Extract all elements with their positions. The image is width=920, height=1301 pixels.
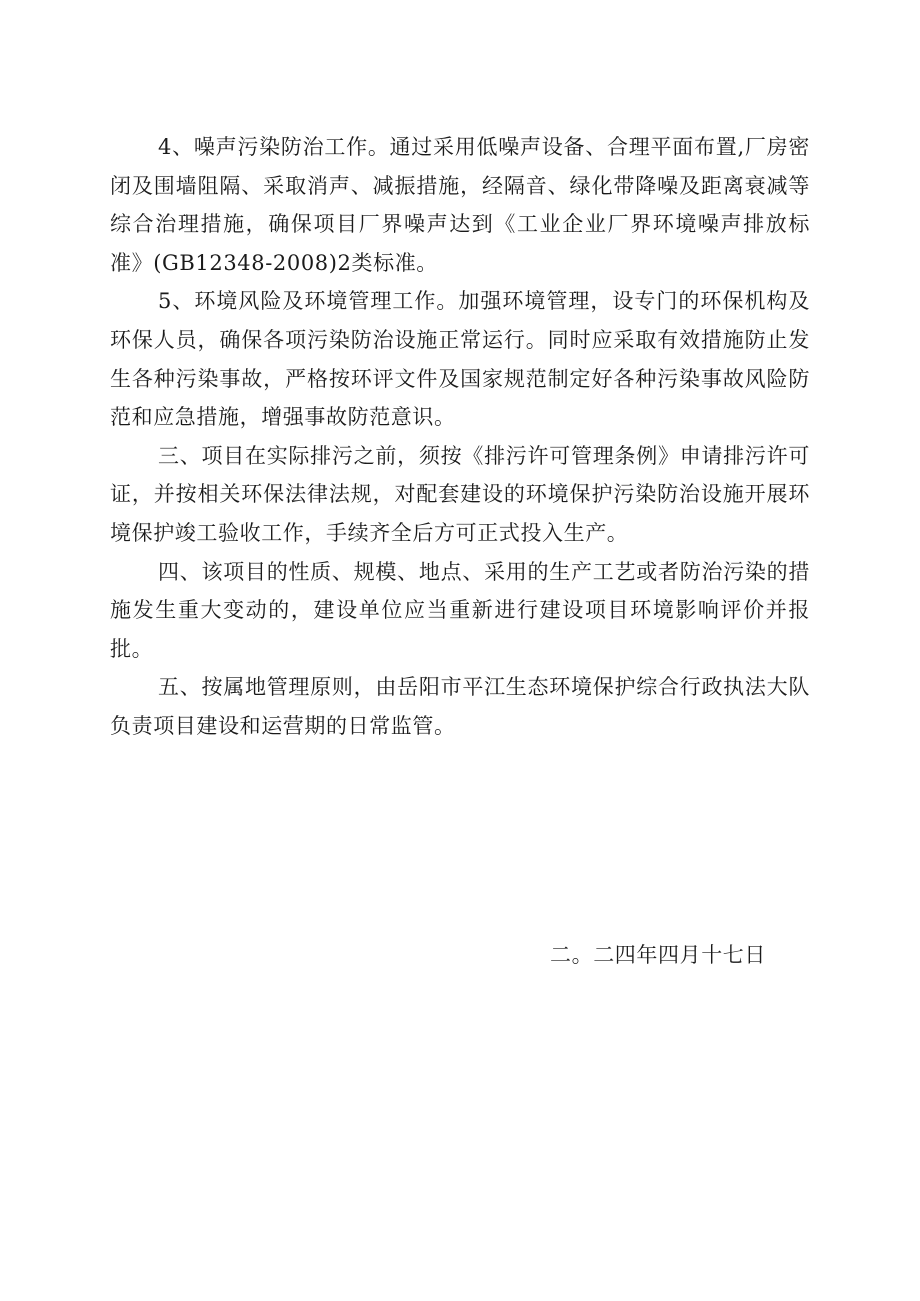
paragraph-discharge-permit: 三、项目在实际排污之前，须按《排污许可管理条例》申请排污许可证，并按相关环保法律法规，对配套建设的环境保护污染防治设施开展环境保护竣工验收工作，手续齐全后方可正式投入生产。 [110, 443, 810, 545]
paragraph-environmental-risk: 5、环境风险及环境管理工作。加强环境管理，设专门的环保机构及环保人员，确保各项污染防治设施正常运行。同时应采取有效措施防止发生各种污染事故，严格按环评文件及国家规范制定好各种污染事故风险防范和应急措施，增强事故防范意识。 [110, 289, 810, 430]
document-body [110, 128, 810, 746]
paragraph-major-changes: 四、该项目的性质、规模、地点、采用的生产工艺或者防治污染的措施发生重大变动的，建设单位应当重新进行建设项目环境影响评价并报批。 [110, 559, 810, 661]
document-date: 二。二四年四月十七日 [550, 943, 766, 967]
paragraph-supervision: 五、按属地管理原则，由岳阳市平江生态环境保护综合行政执法大队负责项目建设和运营期的日常监管。 [110, 675, 810, 738]
paragraph-noise-control: 4、噪声污染防治工作。通过采用低噪声设备、合理平面布置,厂房密闭及围墙阻隔、采取消声、减振措施，经隔音、绿化带降噪及距离衰减等综合治理措施，确保项目厂界噪声达到《工业企业厂界环境噪声排放标准》(GB12348-2008)2类标准。 [110, 135, 810, 275]
